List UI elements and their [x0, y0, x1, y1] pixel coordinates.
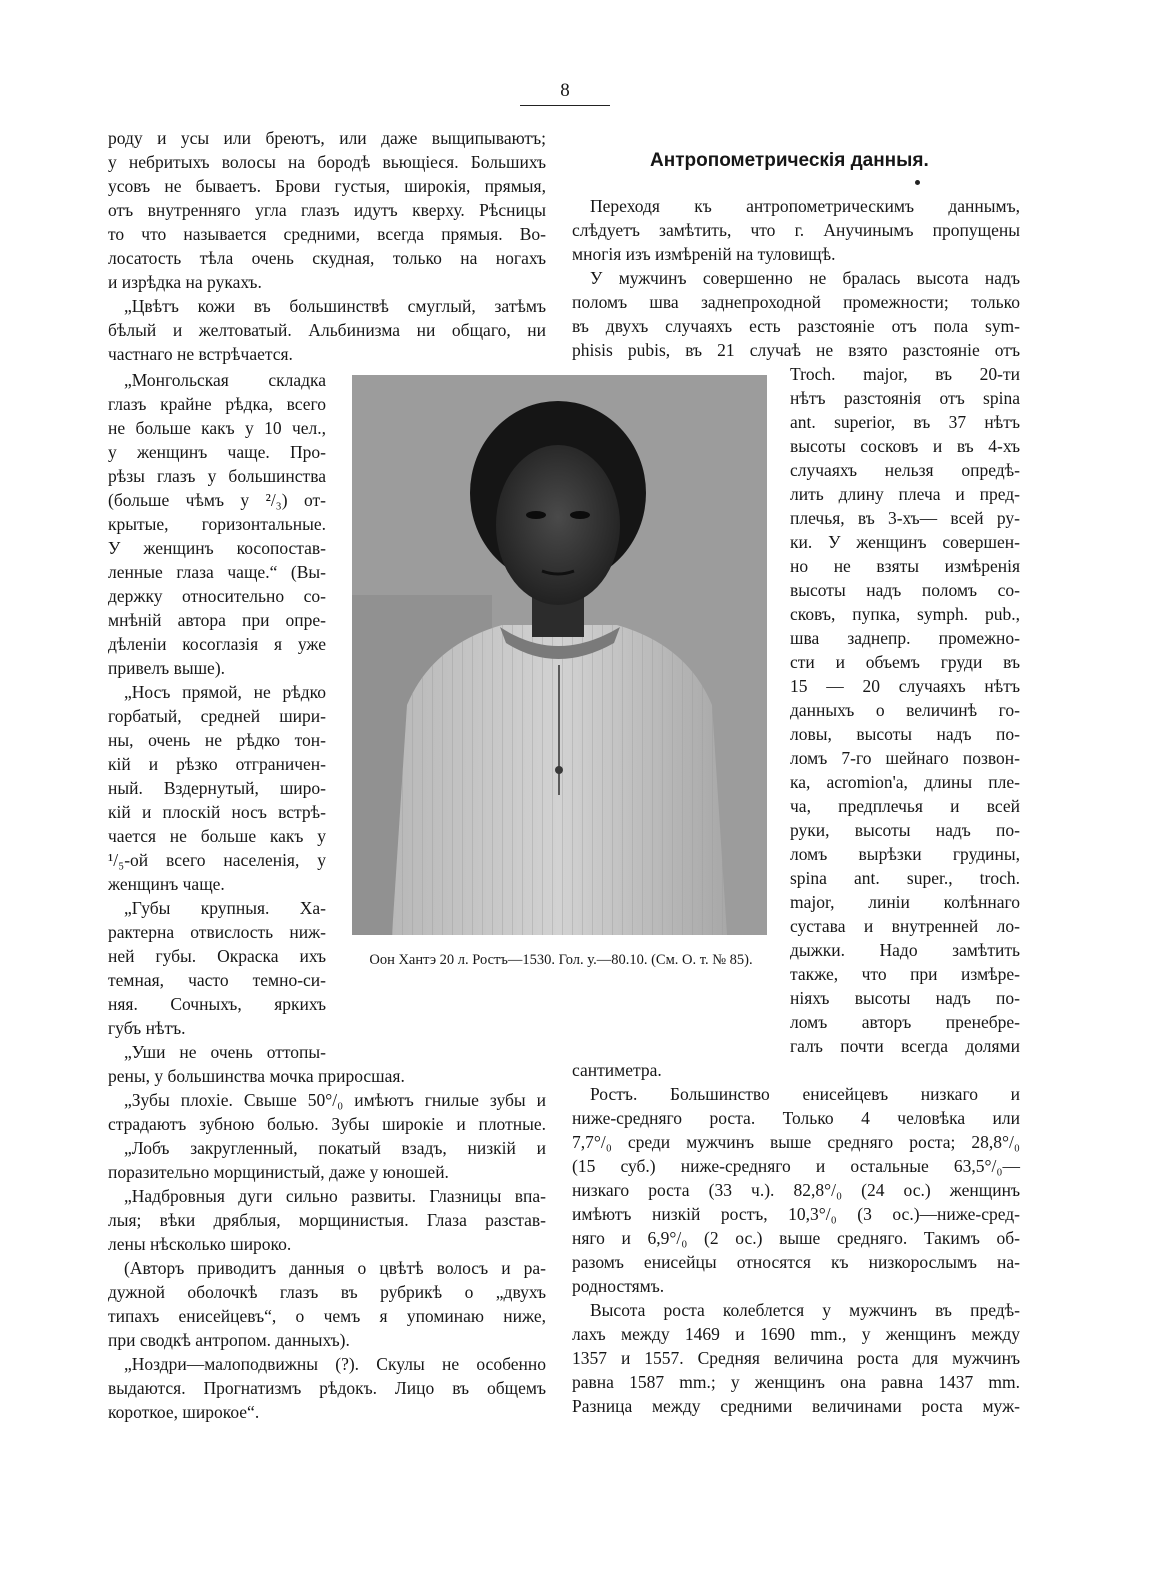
text-line: Высота роста колеблется у мужчинъ въ предѣ- [590, 1300, 1020, 1320]
text-line: няя. Сочныхъ, яркихъ [108, 994, 326, 1014]
text-line: привелъ выше). [108, 658, 226, 678]
text-line: чается не больше какъ у [108, 826, 326, 846]
text-line: многія изъ измѣреній на туловищѣ. [572, 244, 836, 264]
text-line: шва заднепр. промежно- [790, 628, 1020, 648]
text-line: ніяхъ высоты надъ по- [790, 988, 1020, 1008]
text-line: ниже-средняго роста. Только 4 человѣка или [572, 1108, 1020, 1128]
text-line: ча, предплечья и всей [790, 796, 1020, 816]
text-line: „Цвѣтъ кожи въ большинствѣ смуглый, затѣмъ [124, 296, 546, 316]
page-number-rule [520, 105, 610, 106]
text-line: сантиметра. [572, 1060, 662, 1080]
text-line: родностямъ. [572, 1276, 665, 1296]
text-line: горбатый, средней шири- [108, 706, 326, 726]
text-line: major, линіи колѣннаго [790, 892, 1020, 912]
text-line: ant. superior, въ 37 нѣтъ [790, 412, 1020, 432]
text-line: дѣленіи косоглазія я уже [108, 634, 326, 654]
text-line: не больше какъ у 10 чел., [108, 418, 326, 438]
text-line: сти и объемъ груди въ [790, 652, 1020, 672]
text-line: „Зубы плохіе. Свыше 50°/₀ имѣютъ гнилые зубы и [124, 1090, 546, 1110]
text-line: мнѣній автора при опре- [108, 610, 326, 630]
text-line: Разница между средними величинами роста муж- [572, 1396, 1020, 1416]
text-line: „Губы крупныя. Ха- [124, 898, 326, 918]
text-line: галъ почти всегда долями [790, 1036, 1020, 1056]
text-line: рѣзы глазъ у большинства [108, 466, 326, 486]
text-line: (15 суб.) ниже-средняго и остальные 63,5°/₀— [572, 1156, 1020, 1176]
text-line: слѣдуетъ замѣтить, что г. Анучинымъ пропущены [572, 220, 1020, 240]
text-line: женщинъ чаще. [108, 874, 225, 894]
text-line: 15 — 20 случаяхъ нѣтъ [790, 676, 1020, 696]
text-line: также, что при измѣре- [790, 964, 1020, 984]
text-line: кій и плоскій носъ встрѣ- [108, 802, 326, 822]
text-line: но не взяты измѣренія [790, 556, 1020, 576]
text-line: ный. Вздернутый, широ- [108, 778, 326, 798]
page-number: 8 [560, 80, 570, 101]
text-line: ¹/₅-ой всего населенія, у [108, 850, 326, 870]
text-line: поразительно морщинистый, даже у юношей. [108, 1162, 449, 1182]
text-line: выдаются. Прогнатизмъ рѣдокъ. Лицо въ общемъ [108, 1378, 546, 1398]
text-line: высоты сосковъ и въ 4-хъ [790, 436, 1020, 456]
text-line: низкаго роста (33 ч.). 82,8°/₀ (24 ос.) женщинъ [572, 1180, 1020, 1200]
text-line: губъ нѣтъ. [108, 1018, 186, 1038]
text-line: Переходя къ антропометрическимъ даннымъ, [590, 196, 1020, 216]
portrait-illustration [352, 375, 767, 935]
text-line: (больше чѣмъ у ²/₃) от- [108, 490, 326, 510]
text-line: „Надбровныя дуги сильно развиты. Глазницы впа- [124, 1186, 546, 1206]
text-line: страдаютъ зубною болью. Зубы широкіе и плотные. [108, 1114, 546, 1134]
text-line: поломъ шва заднепроходной промежности; только [572, 292, 1020, 312]
text-line: ломъ авторъ пренебре- [790, 1012, 1020, 1032]
text-line: типахъ енисейцевъ“, о чемъ я упоминаю ниже, [108, 1306, 546, 1326]
text-line: дыжки. Надо замѣтить [790, 940, 1020, 960]
section-heading: Антропометрическія данныя. [650, 150, 929, 171]
text-line: ломъ 7-го шейнаго позвон- [790, 748, 1020, 768]
text-line: дужной оболочкѣ глазъ въ рубрикѣ о „двухъ [108, 1282, 546, 1302]
text-line: лосатость тѣла очень скудная, только на ногахъ [108, 248, 546, 268]
text-line: „Носъ прямой, не рѣдко [124, 682, 326, 702]
text-line: ней губы. Окраска ихъ [108, 946, 326, 966]
text-line: рактерна отвислость ниж- [108, 922, 326, 942]
text-line: ленные глаза чаще.“ (Вы- [108, 562, 326, 582]
text-line: разомъ енисейцы относятся къ низкорослымъ на- [572, 1252, 1020, 1272]
text-line: „Уши не очень оттопы- [124, 1042, 326, 1062]
photo-caption: Оон Хантэ 20 л. Ростъ—1530. Гол. у.—80.10. (См. О. т. № 85). [369, 952, 753, 968]
text-line: высоты надъ поломъ со- [790, 580, 1020, 600]
text-line: равна 1587 mm.; у женщинъ она равна 1437 mm. [572, 1372, 1020, 1392]
text-line: Ростъ. Большинство енисейцевъ низкаго и [590, 1084, 1020, 1104]
text-line: имѣютъ низкій ростъ, 10,3°/₀ (3 ос.)—ниже-сред- [572, 1204, 1020, 1224]
text-line: ловы, высоты надъ по- [790, 724, 1020, 744]
text-line: ломъ вырѣзки грудины, [790, 844, 1020, 864]
text-line: глазъ крайне рѣдка, всего [108, 394, 326, 414]
text-line: плечья, въ 3-хъ— всей ру- [790, 508, 1020, 528]
text-line: (Авторъ приводитъ данныя о цвѣтѣ волосъ и ра- [124, 1258, 546, 1278]
text-line: темная, часто темно-си- [108, 970, 326, 990]
text-line: рены, у большинства мочка приросшая. [108, 1066, 405, 1086]
text-line: spina ant. super., troch. [790, 868, 1020, 888]
text-line: нѣтъ разстоянія отъ spina [790, 388, 1020, 408]
text-line: въ двухъ случаяхъ есть разстояніе отъ пола sym- [572, 316, 1020, 336]
text-line: phisis pubis, въ 21 случаѣ не взято разстояніе отъ [572, 340, 1020, 360]
text-line: случаяхъ нельзя опредѣ- [790, 460, 1020, 480]
text-line: У женщинъ косопостав- [108, 538, 326, 558]
decorative-dot [915, 180, 920, 185]
text-line: лыя; вѣки дряблыя, морщинистыя. Глаза разстав- [108, 1210, 546, 1230]
text-line: и изрѣдка на рукахъ. [108, 272, 262, 292]
text-line: У мужчинъ совершенно не бралась высота надъ [590, 268, 1020, 288]
text-line: ны, очень не рѣдко тон- [108, 730, 326, 750]
text-line: у женщинъ чаще. Про- [108, 442, 326, 462]
text-line: данныхъ о величинѣ го- [790, 700, 1020, 720]
text-line: держку относительно со- [108, 586, 326, 606]
text-line: кій и рѣзко отграничен- [108, 754, 326, 774]
text-line: частнаго не встрѣчается. [108, 344, 293, 364]
text-line: лить длину плеча и пред- [790, 484, 1020, 504]
text-line: 7,7°/₀ среди мужчинъ выше средняго роста; 28,8°/₀ [572, 1132, 1020, 1152]
text-line: няго и 6,9°/₀ (2 ос.) выше средняго. Такимъ об- [572, 1228, 1020, 1248]
text-line: ка, acromion'а, длины пле- [790, 772, 1020, 792]
text-line: ки. У женщинъ совершен- [790, 532, 1020, 552]
text-line: бѣлый и желтоватый. Альбинизма ни общаго, ни [108, 320, 546, 340]
text-line: руки, высоты надъ по- [790, 820, 1020, 840]
text-line: сковъ, пупка, symph. pub., [790, 604, 1020, 624]
text-line: при сводкѣ антропом. данныхъ). [108, 1330, 350, 1350]
text-line: „Ноздри—малоподвижны (?). Скулы не особенно [124, 1354, 546, 1374]
text-line: усовъ не бываетъ. Брови густыя, широкія, прямыя, [108, 176, 546, 196]
text-line: сустава и внутренней ло- [790, 916, 1020, 936]
text-line: 1357 и 1557. Средняя величина роста для мужчинъ [572, 1348, 1020, 1368]
text-line: лахъ между 1469 и 1690 mm., у женщинъ между [572, 1324, 1020, 1344]
text-line: „Лобъ закругленный, покатый взадъ, низкій и [124, 1138, 546, 1158]
portrait-photo [352, 375, 767, 935]
text-line: у небритыхъ волосы на бородѣ вьющіеся. Большихъ [108, 152, 546, 172]
text-line: „Монгольская складка [124, 370, 326, 390]
text-line: лены нѣсколько широко. [108, 1234, 292, 1254]
text-line: роду и усы или бреютъ, или даже выщипываютъ; [108, 128, 546, 148]
text-line: отъ внутренняго угла глазъ идутъ кверху. Рѣсницы [108, 200, 546, 220]
text-line: то что называется средними, всегда прямыя. Во- [108, 224, 546, 244]
text-line: короткое, широкое“. [108, 1402, 260, 1422]
text-line: крытые, горизонтальные. [108, 514, 326, 534]
text-line: Troch. major, въ 20-ти [790, 364, 1020, 384]
